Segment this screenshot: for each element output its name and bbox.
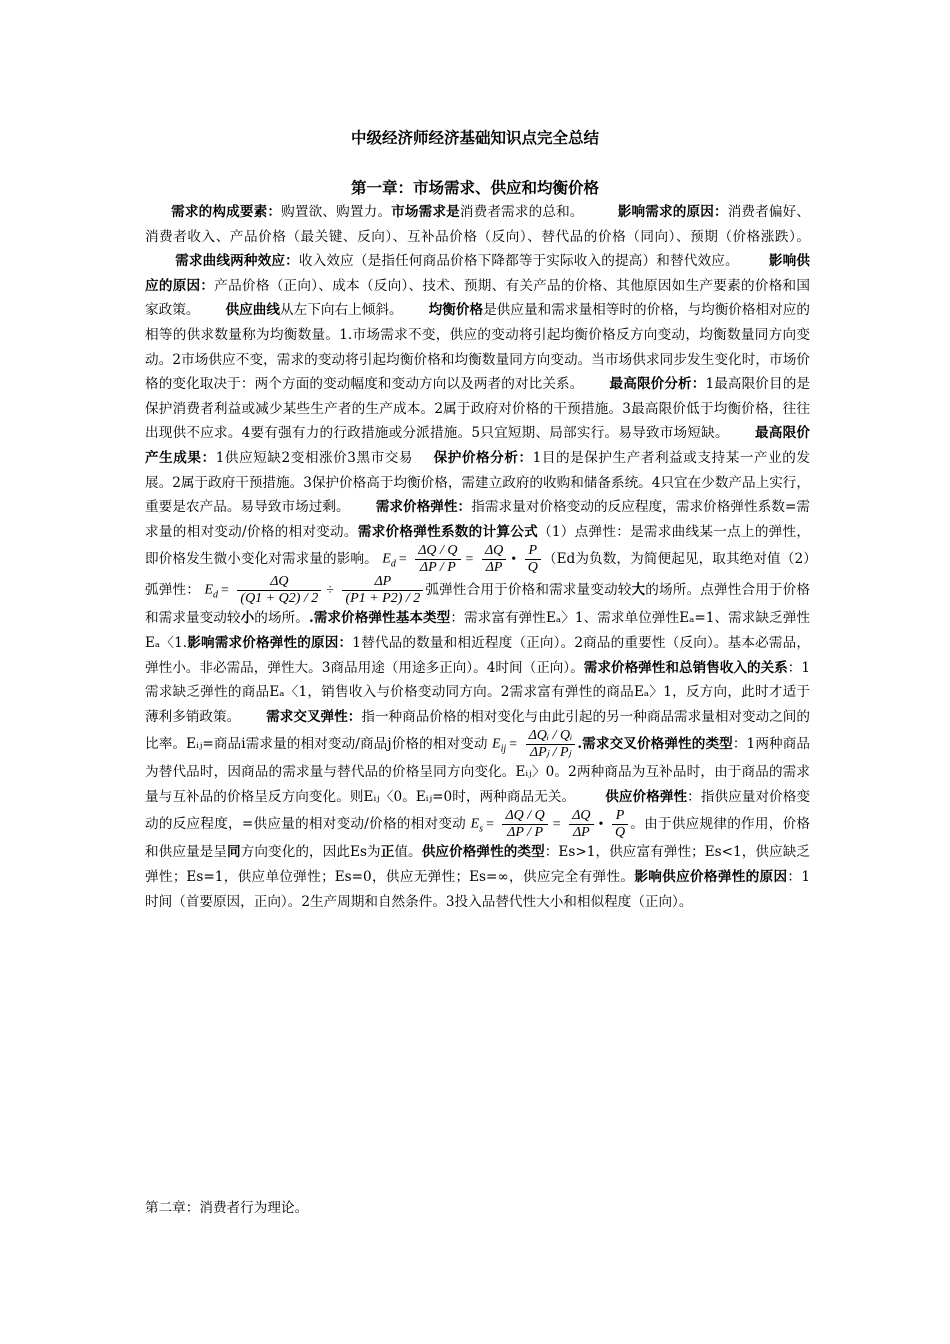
text: 是供应量和需求量相等时的价格，与均衡价格相对应的相等的供求数量称为均衡数量。1.市场需求不变，供应的变动将引起均衡价格反方向变动，均衡数量同方向变动。2市场供应不变，需求的变动将引起均衡价格和均衡数量同方向变动。当市场供求同步发生变化时，市场价格的变化取决于：两个方面的变动幅度和变动方向以及两者的对比关系。 — [145, 302, 811, 393]
term: 需求价格弹性和总销售收入的关系 — [583, 659, 788, 676]
term: .需求价格弹性基本类型 — [308, 610, 451, 627]
term: 市场需求是 — [391, 204, 460, 220]
term: 影响需求价格弹性的原因： — [187, 634, 353, 651]
term: 影响供应的原因： — [145, 253, 811, 294]
text: 1供应短缺2变相涨价3黑市交易 — [215, 449, 414, 466]
text: 1最高限价目的是保护消费者利益或减少某些生产者的生产成本。2属于政府对价格的干预措施。3最高限价低于均衡价格，往往出现供不应求。4要有强有力的行政措施或分派措施。5只宜短期、局部实行。易导致市场短缺。 — [145, 376, 811, 442]
text: 1目的是保护生产者利益或支持某一产业的发展。2属于政府干预措施。3保护价格高于均衡价格，需建立政府的收购和储备系统。4只宜在少数产品上实行，重要是农产品。易导致市场过剩。 — [145, 449, 811, 516]
formula-supply-elasticity: $E_s$ = $\frac{\Delta Q / Q}{\Delta P / P}$ = $\frac{\Delta Q}{\Delta P}$ • $\frac{P}{Q}$ — [471, 809, 630, 840]
chapter-1-body: 需求的构成要素：购置欲、购置力。市场需求是消费者需求的总和。 影响需求的原因：消费者偏好、消费者收入、产品价格（最关键、反向）、互补品价格（反向）、替代品的价格（同向）、预期（价格涨跌）。需求曲线两种效应：收入效应（是指任何商品价格下降都等于实际收入的提高）和替代效应。 影响供应的原因：产品价格（正向）、成本（反向）、技术、预期、有关产品的价格、其他原因如生产要素的价格和国家政策。 供应曲线从左下向右上倾斜。 均衡价格是供应量和需求量相等时的价格，与均衡价格相对应的相等的供求数量称为均衡数量。1.市场需求不变，供应的变动将引起均衡价格反方向变动，均衡数量同方向变动。2市场供应不变，需求的变动将引起均衡价格和均衡数量同方向变动。当市场供求同步发生变化时，市场价格的变化取决于：两个方面的变动幅度和变动方向以及两者的对比关系。 最高限价分析：1最高限价目的是保护消费者利益或减少某些生产者的生产成本。2属于政府对价格的干预措施。3最高限价低于均衡价格，往往出现供不应求。4要有强有力的行政措施或分派措施。5只宜短期、局部实行。易导致市场短缺。 最高限价产生成果：1供应短缺2变相涨价3黑市交易 保护价格分析：1目的是保护生产者利益或支持某一产业的发展。2属于政府干预措施。3保护价格高于均衡价格，需建立政府的收购和储备系统。4只宜在少数产品上实行，重要是农产品。易导致市场过剩。 需求价格弹性：指需求量对价格变动的反应程度，需求价格弹性系数=需求量的相对变动/价格的相对变动。需求价格弹性系数的计算公式（1）点弹性：是需求曲线某一点上的弹性，即价格发生微小变化对需求量的影响。 $E_d$ = $\frac{\Delta Q / Q}{\Delta P / P}$ = $\frac{\Delta Q}{\Delta P}$ • $\frac{P}{Q}$ （Ed为负数，为简便起见，取其绝对值（2）弧弹性： $E_d$ = $\frac{\Delta Q}{(Q1 + Q2) / 2}$ ÷ $\frac{\Delta P}{(P1 + P2) / 2}$ 弧弹性合用于价格和需求量变动较大的场所。点弹性合用于价格和需求量变动较小的场所。.需求价格弹性基本类型：需求富有弹性Eₐ〉1、需求单位弹性Eₐ=1、需求缺乏弹性Eₐ〈1.影响需求价格弹性的原因：1替代品的数量和相近程度（正向）。2商品的重要性（反向）。基本必需品，弹性小。非必需品，弹性大。3商品用途（用途多正向）。4时间（正向）。需求价格弹性和总销售收入的关系：1需求缺乏弹性的商品Eₐ〈1，销售收入与价格变动同方向。2需求富有弹性的商品Eₐ〉1，反方向，此时才适于薄利多销政策。 需求交叉弹性：指一种商品价格的相对变化与由此引起的另一种商品需求量相对变动之间的比率。Eᵢⱼ=商品i需求量的相对变动/商品j价格的相对变动 $E_{ij}$ = $\frac{\text{ΔQᵢ / Qᵢ}}{\text{ΔPⱼ / Pⱼ}}$ .需求交叉价格弹性的类型：1两种商品为替代品时，因商品的需求量与替代品的价格呈同方向变化。Eᵢⱼ〉0。2两种商品为互补品时，由于商品的需求量与互补品的价格呈反方向变化。则Eᵢⱼ〈0。Eᵢⱼ=0时，两种商品无关。 供应价格弹性：指供应量对价格变动的反应程度，=供应量的相对变动/价格的相对变动 $E_s$ = $\frac{\Delta Q / Q}{\Delta P / P}$ = $\frac{\Delta Q}{\Delta P}$ • $\frac{P}{Q}$ 。由于供应规律的作用，价格和供应量是呈同方向变化的，因此Es为正值。供应价格弹性的类型：Es>1，供应富有弹性；Es<1，供应缺乏弹性；Es=1，供应单位弹性；Es=0，供应无弹性；Es=∞，供应完全有弹性。影响供应价格弹性的原因：1时间（首要原因，正向）。2生产周期和自然条件。3投入品替代性大小和相似程度（正向）。 — [145, 204, 811, 910]
term: 保护价格分析： — [433, 449, 533, 466]
text: 产品价格（正向）、成本（反向）、技术、预期、有关产品的价格、其他原因如生产要素的价格和国家政策。 — [145, 277, 811, 319]
text: （1）点弹性：是需求曲线某一点上的弹性，即价格发生微小变化对需求量的影响。 — [145, 523, 810, 568]
text: 消费者需求的总和。 — [459, 204, 584, 220]
term: 最高限价分析： — [609, 376, 706, 393]
text: 弧弹性合用于价格和需求量变动较 — [425, 582, 632, 599]
term: 供应价格弹性的类型 — [421, 844, 545, 861]
term: 需求交叉弹性： — [266, 708, 362, 725]
chapter-1-heading: 第一章：市场需求、供应和均衡价格 — [350, 178, 599, 197]
term: 供应价格弹性 — [605, 788, 688, 805]
formula-cross-elasticity: $E_{ij}$ = $\frac{\text{ΔQᵢ / Qᵢ}}{\text{ΔPⱼ / Pⱼ}}$ — [492, 729, 577, 760]
chapter-2-heading: 第二章：消费者行为理论。 — [145, 1200, 309, 1216]
text: 从左下向右上倾斜。 — [280, 302, 403, 319]
term: 影响需求的原因： — [617, 204, 728, 220]
text: 指需求量对价格变动的反应程度，需求价格弹性系数=需求量的相对变动/价格的相对变动。 — [145, 499, 810, 540]
text: 消费者偏好、消费者收入、产品价格（最关键、反向）、互补品价格（反向）、替代品的价格（同向）、预期（价格涨跌）。 — [145, 204, 811, 245]
formula-arc-elasticity: $E_d$ = $\frac{\Delta Q}{(Q1 + Q2) / 2}$ ÷ $\frac{\Delta P}{(P1 + P2) / 2}$ — [204, 575, 425, 606]
text: （Ed为负数，为简便起见，取其绝对值（2）弧弹性： — [145, 551, 810, 599]
term: 均衡价格 — [428, 302, 484, 319]
text: 收入效应（是指任何商品价格下降都等于实际收入的提高）和替代效应。 — [298, 253, 739, 270]
term: 需求价格弹性： — [375, 499, 472, 516]
term: 最高限价产生成果： — [145, 425, 811, 466]
formula-point-elasticity: $E_d$ = $\frac{\Delta Q / Q}{\Delta P / P}$ = $\frac{\Delta Q}{\Delta P}$ • $\frac{P}{Q}$ — [382, 544, 543, 575]
text: 购置欲、购置力。 — [281, 204, 392, 220]
term: 影响供应价格弹性的原因 — [634, 869, 788, 886]
term: 供应曲线 — [225, 302, 281, 319]
term: 需求价格弹性系数的计算公式 — [357, 523, 538, 540]
term: 需求的构成要素： — [171, 204, 282, 220]
document-title: 中级经济师经济基础知识点完全总结 — [350, 128, 599, 147]
term: .需求交叉价格弹性的类型 — [577, 736, 733, 753]
term: 需求曲线两种效应： — [175, 253, 299, 270]
